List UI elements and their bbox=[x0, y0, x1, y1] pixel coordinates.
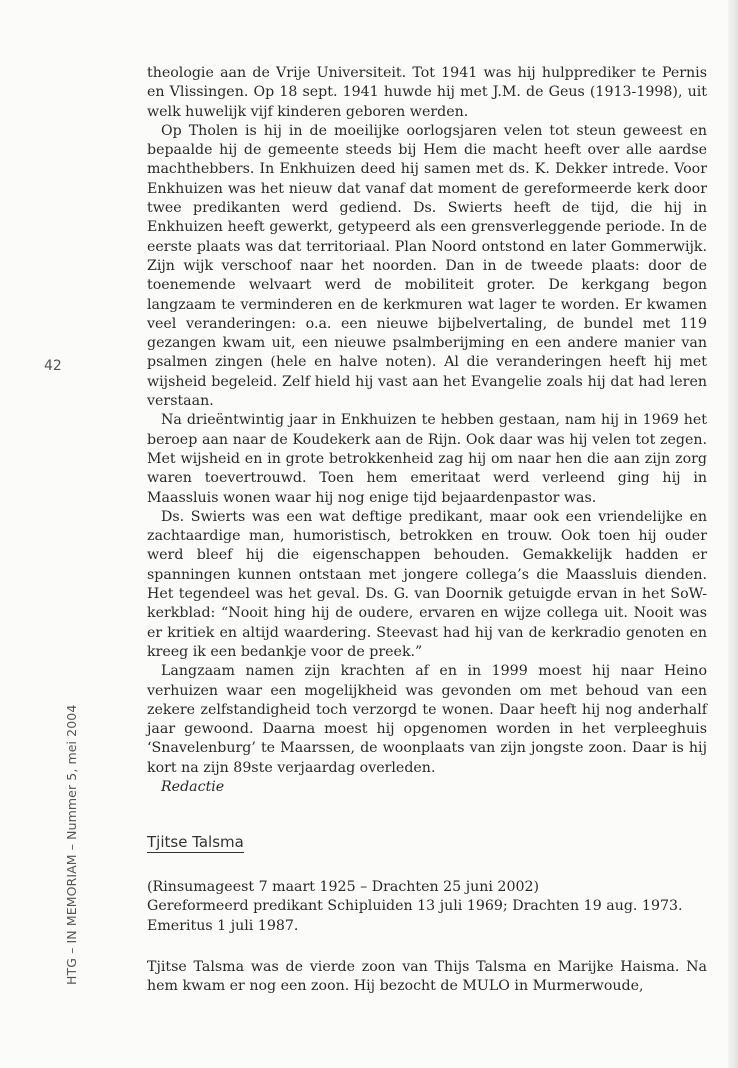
bio-dates: (Rinsumageest 7 maart 1925 – Drachten 25 juni 2002) bbox=[147, 879, 540, 895]
page-number: 42 bbox=[44, 358, 62, 374]
paragraph: Op Tholen is hij in de moeilijke oorlogsjaren velen tot steun geweest en bepaalde hij de gemeente steeds bij Hem die macht heeft over alle aardse machthebbers. In Enkhuizen deed hij samen met ds. K. Dekker intrede. Voor Enkhuizen was het nieuw dat vanaf dat moment de gereformeerde kerk door twee predikanten werd gediend. Ds. Swierts heeft de tijd, die hij in Enkhuizen heeft gewerkt, getypeerd als een grensverleggende periode. In de eerste plaats was dat territoriaal. Plan Noord ontstond en later Gommerwijk. Zijn wijk verschoof naar het noorden. Dan in de tweede plaats: door de toenemende welvaart werd de mobiliteit groter. De kerkgang begon langzaam te verminderen en de kerkmuren wat lager te worden. Er kwamen veel veranderingen: o.a. een nieuwe bijbelvertaling, de bundel met 119 gezangen kwam uit, een nieuwe psalmberijming en een andere manier van psalmen zingen (hele en halve noten). Al die veranderingen heeft hij met wijsheid begeleid. Zelf hield hij vast aan het Evangelie zoals hij dat had leren verstaan. bbox=[147, 122, 707, 410]
bio-career: Gereformeerd predikant Schipluiden 13 juli 1969; Drachten 19 aug. 1973. bbox=[147, 898, 683, 915]
page-edge bbox=[728, 0, 738, 1068]
paragraph: Na drieëntwintig jaar in Enkhuizen te hebben gestaan, nam hij in 1969 het beroep aan naar de Koudekerk aan de Rijn. Ook daar was hij velen tot zegen. Met wijsheid en in grote betrokkenheid zag hij om naar hen die aan zijn zorg waren toevertrouwd. Toen hem emeritaat werd verleend ging hij in Maassluis wonen waar hij nog enige tijd bejaardenpastor was. bbox=[147, 412, 707, 506]
running-head-text: HTG – IN MEMORIAM – Nummer 5, mei 2004 bbox=[64, 704, 79, 985]
bio-block bbox=[147, 878, 707, 936]
article-body bbox=[147, 64, 707, 797]
section-intro bbox=[147, 958, 707, 997]
paragraph: Ds. Swierts was een wat deftige predikant, maar ook een vriendelijke en zachtaardige man, humoristisch, betrokken en trouw. Ook toen hij ouder werd bleef hij die eigenschappen behouden. Gemakkelijk hadden er spanningen kunnen ontstaan met jongere collega’s die Maassluis dienden. Het tegendeel was het geval. Ds. G. van Doornik getuigde ervan in het SoW-kerkblad: “Nooit hing hij de oudere, ervaren en wijze collega uit. Nooit was er kritiek en altijd waardering. Steevast had hij van de kerkradio genoten en kreeg ik een bedankje voor de preek.” bbox=[147, 508, 707, 660]
bio-emeritus: Emeritus 1 juli 1987. bbox=[147, 917, 299, 934]
paragraph: Tjitse Talsma was de vierde zoon van Thijs Talsma en Marijke Haisma. Na hem kwam er nog een zoon. Hij bezocht de MULO in Murmerwoude, bbox=[147, 959, 707, 995]
paragraph: Langzaam namen zijn krachten af en in 1999 moest hij naar Heino verhuizen waar een mogelijkheid was gevonden om met behoud van een zekere zelfstandigheid toch verzorgd te wonen. Daar heeft hij nog anderhalf jaar gewoond. Daarna moest hij opgenomen worden in het verpleeghuis ‘Snavelenburg’ te Maarssen, de woonplaats van zijn jongste zoon. Daar is hij kort na zijn 89ste verjaardag overleden. bbox=[147, 663, 707, 776]
signature: Redactie bbox=[161, 778, 225, 795]
section-heading: Tjitse Talsma bbox=[147, 833, 244, 851]
paragraph: theologie aan de Vrije Universiteit. Tot 1941 was hij hulpprediker te Pernis en Vlissingen. Op 18 sept. 1941 huwde hij met J.M. de Geus (1913-1998), uit welk huwelijk vijf kinderen geboren werden. bbox=[147, 65, 707, 120]
